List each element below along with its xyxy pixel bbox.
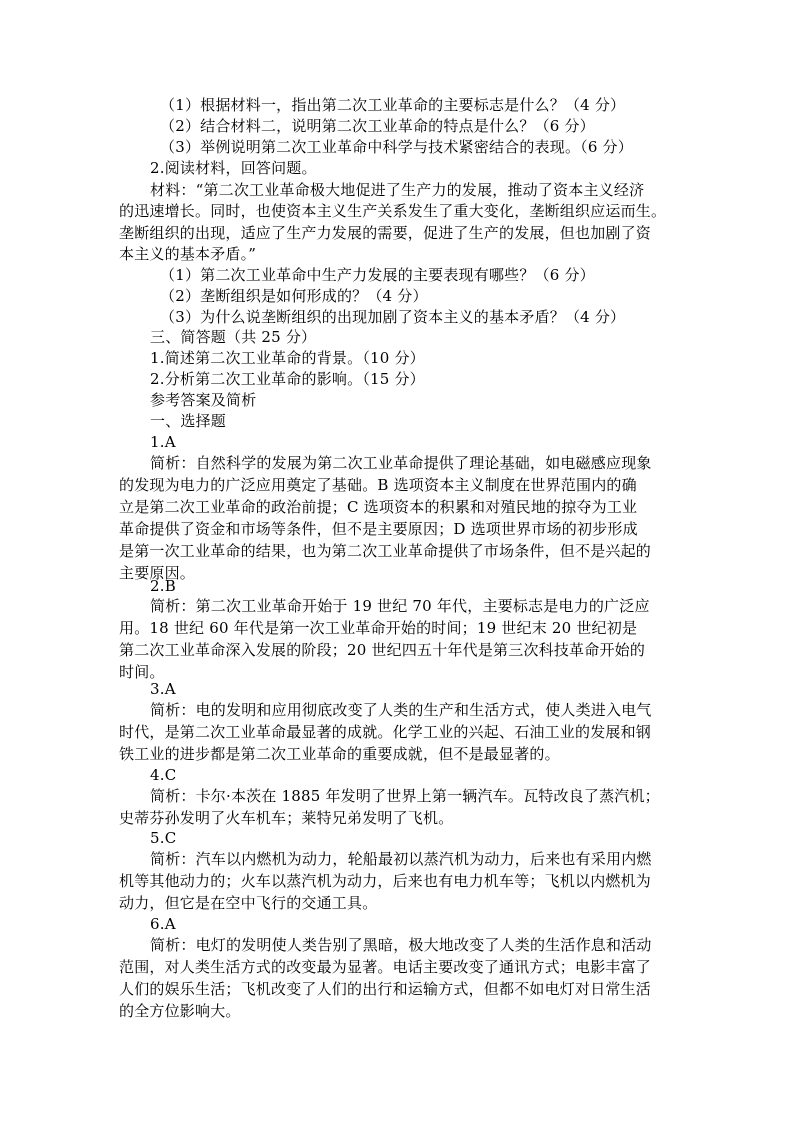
question-line: （3）为什么说垄断组织的出现加剧了资本主义的基本矛盾？（4 分） — [160, 308, 626, 326]
answer-number: 1.A — [150, 433, 176, 451]
material-line: 垄断组织的出现，适应了生产力发展的需要，促进了生产的发展，但也加剧了资 — [119, 224, 652, 242]
analysis-line: 时间。 — [119, 663, 165, 681]
analysis-line: 范围，对人类生活方式的改变最为显著。电话主要改变了通讯方式；电影丰富了 — [119, 958, 652, 976]
question-line: （1）根据材料一，指出第二次工业革命的主要标志是什么？（4 分） — [160, 96, 626, 114]
analysis-line: 用。18 世纪 60 年代是第一次工业革命开始的时间；19 世纪末 20 世纪初是 — [119, 619, 638, 637]
analysis-line: 是第一次工业革命的结果，也为第二次工业革命提供了市场条件，但不是兴起的 — [119, 542, 652, 560]
question-line: （1）第二次工业革命中生产力发展的主要表现有哪些？（6 分） — [160, 266, 595, 284]
analysis-line: 革命提供了资金和市场等条件，但不是主要原因；D 选项世界市场的初步形成 — [119, 520, 638, 538]
question-line: 1.简述第二次工业革命的背景。（10 分） — [150, 349, 425, 367]
analysis-line: 简析：电的发明和应用彻底改变了人类的生产和生活方式，使人类进入电气 — [150, 701, 652, 719]
question-heading: 2.阅读材料，回答问题。 — [150, 159, 317, 177]
analysis-line: 立是第二次工业革命的政治前提；C 选项资本的积累和对殖民地的掠夺为工业 — [119, 498, 638, 516]
analysis-line: 铁工业的进步都是第二次工业革命的重要成就，但不是最显著的。 — [119, 745, 560, 763]
analysis-line: 简析：电灯的发明使人类告别了黑暗，极大地改变了人类的生活作息和活动 — [150, 936, 652, 954]
material-line: 本主义的基本矛盾。” — [119, 245, 257, 263]
material-line: 的迅速增长。同时，也使资本主义生产关系发生了重大变化，垄断组织应运而生。 — [119, 202, 667, 220]
section-heading: 三、简答题（共 25 分） — [150, 328, 317, 346]
analysis-line: 机等其他动力的；火车以蒸汽机为动力，后来也有电力机车等；飞机以内燃机为 — [119, 872, 652, 890]
analysis-line: 史蒂芬孙发明了火车机车；莱特兄弟发明了飞机。 — [119, 809, 454, 827]
section-heading: 一、选择题 — [150, 412, 227, 430]
analysis-line: 简析：第二次工业革命开始于 19 世纪 70 年代，主要标志是电力的广泛应 — [150, 597, 650, 615]
analysis-line: 时代，是第二次工业革命最显著的成就。化学工业的兴起、石油工业的发展和钢 — [119, 723, 652, 741]
answer-number: 4.C — [150, 766, 177, 784]
question-line: （3）举例说明第二次工业革命中科学与技术紧密结合的表现。（6 分） — [160, 138, 633, 156]
analysis-line: 的发现为电力的广泛应用奠定了基础。B 选项资本主义制度在世界范围内的确 — [119, 476, 637, 494]
answer-number: 3.A — [150, 680, 176, 698]
question-line: （2）结合材料二，说明第二次工业革命的特点是什么？（6 分） — [160, 117, 595, 135]
answer-number: 2.B — [150, 577, 176, 595]
answer-number: 6.A — [150, 915, 176, 933]
analysis-line: 简析：自然科学的发展为第二次工业革命提供了理论基础，如电磁感应现象 — [150, 454, 652, 472]
analysis-line: 的全方位影响大。 — [119, 1002, 241, 1020]
analysis-line: 简析：汽车以内燃机为动力，轮船最初以蒸汽机为动力，后来也有采用内燃 — [150, 850, 652, 868]
question-line: 2.分析第二次工业革命的影响。（15 分） — [150, 370, 425, 388]
analysis-line: 动力，但它是在空中飞行的交通工具。 — [119, 894, 378, 912]
analysis-line: 主要原因。 — [119, 564, 196, 582]
answer-heading: 参考答案及简析 — [150, 391, 257, 409]
analysis-line: 第二次工业革命深入发展的阶段；20 世纪四五十年代是第三次科技革命开始的 — [119, 641, 646, 659]
material-line: 材料：“第二次工业革命极大地促进了生产力的发展，推动了资本主义经济 — [150, 181, 645, 199]
analysis-line: 人们的娱乐生活；飞机改变了人们的出行和运输方式，但都不如电灯对日常生活 — [119, 980, 652, 998]
question-line: （2）垄断组织是如何形成的？（4 分） — [160, 287, 428, 305]
answer-number: 5.C — [150, 829, 177, 847]
analysis-line: 简析：卡尔·本茨在 1885 年发明了世界上第一辆汽车。瓦特改良了蒸汽机； — [150, 787, 660, 805]
